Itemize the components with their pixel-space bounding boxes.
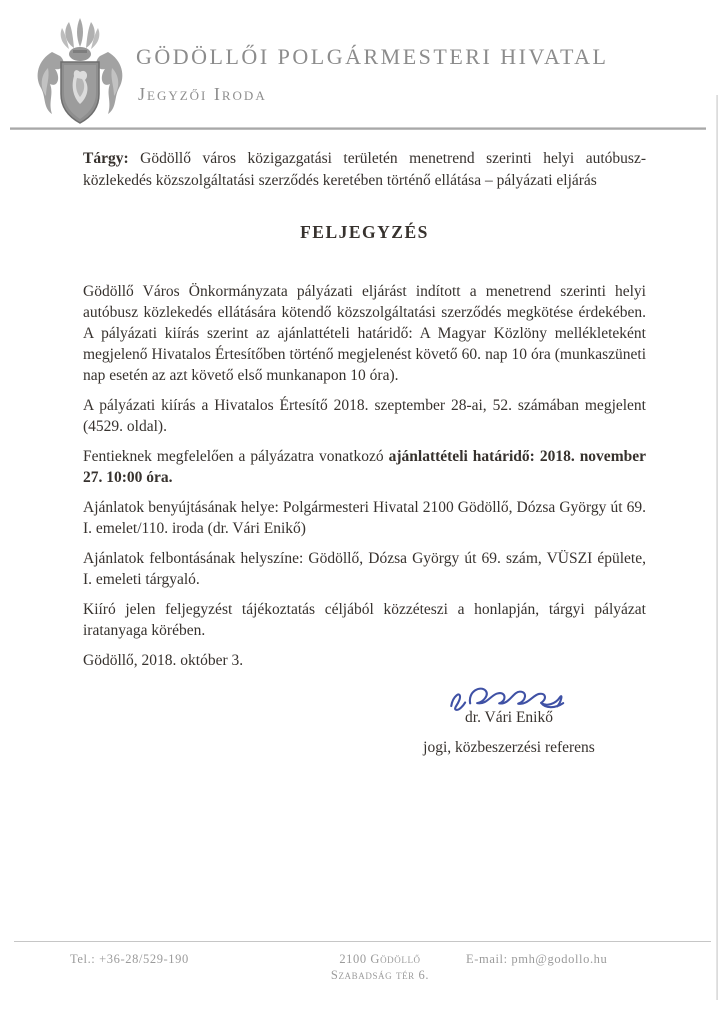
subject-label: Tárgy: xyxy=(83,150,129,167)
paragraph-1: Gödöllő Város Önkormányzata pályázati eljárást indított a menetrend szerinti helyi autóbusz közlekedés ellátására kötendő közszolgáltatási szerződés megkötése érdekében. A pályázati kiírás szerint az ajánlattételi határidő: A Magyar Közlöny mellékleteként megjelenő Hivatalos Értesítőben történő megjelenést követő 60. nap 10 óra (munkaszüneti nap esetén az azt követő első munkanapon 10 óra). xyxy=(83,283,646,384)
coat-of-arms-icon xyxy=(28,16,132,130)
scan-edge-shadow xyxy=(716,95,718,1000)
footer-email: E-mail: pmh@godollo.hu xyxy=(466,952,608,966)
signatory-name: dr. Vári Enikő xyxy=(465,709,553,726)
memo-title: FELJEGYZÉS xyxy=(300,222,429,242)
footer-address-line2: Szabadság tér 6. xyxy=(330,968,430,982)
paragraph-5: Ajánlatok felbontásának helyszíne: Gödöllő, Dózsa György út 69. szám, VÜSZI épülete, I. emeleti tárgyaló. xyxy=(83,550,646,588)
subject-line xyxy=(83,148,646,192)
paragraph-4: Ajánlatok benyújtásának helye: Polgármesteri Hivatal 2100 Gödöllő, Dózsa György út 69. I. emelet/110. iroda (dr. Vári Enikő) xyxy=(83,499,646,537)
paragraph-6: Kiíró jelen feljegyzést tájékoztatás céljából közzéteszi a honlapján, tárgyi pályázat iratanyaga körében. xyxy=(83,601,646,639)
paragraph-2: A pályázati kiírás a Hivatalos Értesítő 2018. szeptember 28-ai, 52. számában megjelent (4529. oldal). xyxy=(83,397,646,435)
paragraph-3 xyxy=(83,446,646,488)
signatory-role: jogi, közbeszerzési referens xyxy=(423,739,595,756)
footer-divider xyxy=(14,941,711,942)
deadline-highlight: ajánlattételi határidő: 2018. november 27. 10:00 óra. xyxy=(83,448,646,486)
dateline: Gödöllő, 2018. október 3. xyxy=(83,652,244,669)
subject-text: Gödöllő város közigazgatási területén menetrend szerinti helyi autóbusz-közlekedés közszolgáltatási szerződés keretében történő ellátása – pályázati eljárás xyxy=(83,150,646,189)
header-divider xyxy=(10,127,706,130)
footer-address xyxy=(283,951,477,983)
paragraph-3-text: Fentieknek megfelelően a pályázatra vonatkozó xyxy=(83,448,389,465)
footer-address-line1: 2100 Gödöllő xyxy=(339,952,421,966)
office-name: Jegyzői Iroda xyxy=(138,84,267,104)
signature-block xyxy=(375,680,643,758)
organization-name: GÖDÖLLŐI POLGÁRMESTERI HIVATAL xyxy=(136,44,609,69)
memo-body xyxy=(83,148,646,758)
handwritten-signature-icon xyxy=(444,678,573,718)
footer-phone: Tel.: +36-28/529-190 xyxy=(70,952,189,966)
